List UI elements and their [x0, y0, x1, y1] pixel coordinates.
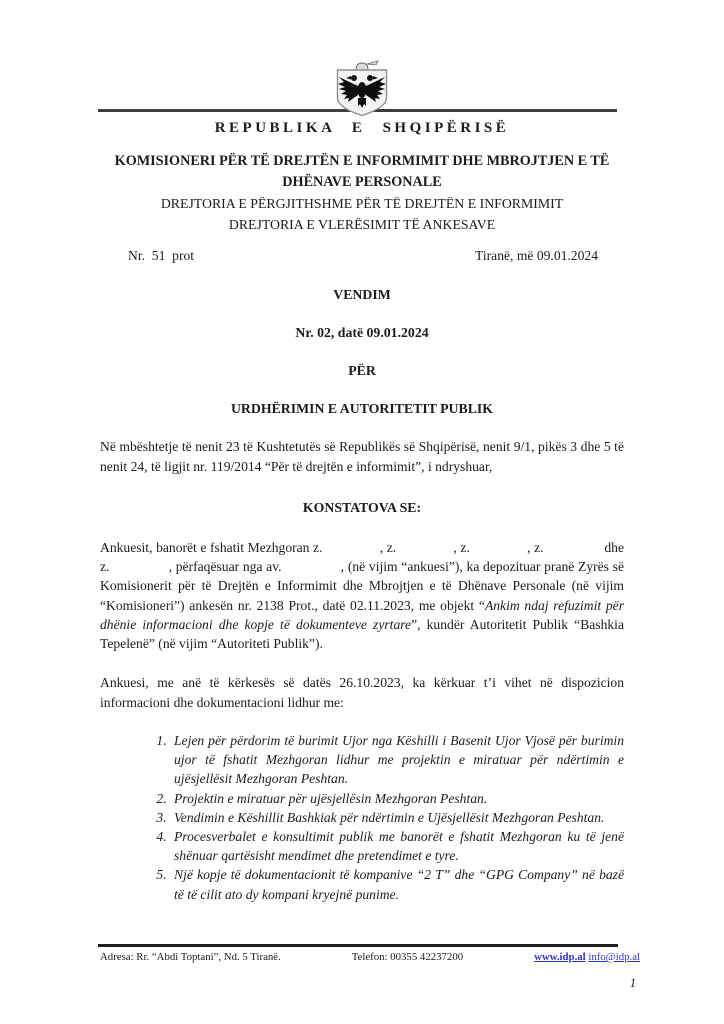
for-label: PËR [348, 363, 376, 378]
list-item: 3. Vendimin e Këshillit Bashkiak për ndërtimin e Ujësjellësit Mezhgoran Peshtan. [170, 808, 624, 827]
institution-line-1: KOMISIONERI PËR TË DREJTËN E INFORMIMIT DHE MBROJTJEN E TË [114, 153, 610, 169]
list-item: 5. Një kopje të dokumentacionit të kompanive “2 T” dhe “GPG Company” në bazë të të cilit ato dy kompani kryejnë punime. [170, 865, 624, 903]
konstatova-heading: KONSTATOVA SE: [302, 500, 422, 515]
decision-number-date: Nr. 02, datë 09.01.2024 [295, 325, 429, 340]
list-item: 4. Procesverbalet e konsultimit publik me banorët e fshatit Mezhgoran ku të jenë shënuar qartësisht mendimet dhe pretendimet e tyre. [170, 827, 624, 865]
institution-title [100, 151, 624, 193]
directorate-complaints: DREJTORIA E VLERËSIMIT TË ANKESAVE [228, 217, 496, 232]
requested-documents-list [100, 731, 624, 904]
complaint-text-start: Ankuesit, banorët e fshatit Mezhgoran z. , z. , z. , z. dhe z. , përfaqësuar nga av. , (në vijim “ankuesi”), ka depozituar pranë Zyrës së Komisionerit për të Drejtën e Informimit dhe Mbrojtjen e të Dhënave Personale (në vijim “Komisioneri”) ankesën nr. 2138 Prot., datë 02.11.2023, me objekt “ [100, 540, 624, 613]
request-paragraph: Ankuesi, me anë të kërkesës së datës 26.10.2023, ka kërkuar t’i vihet në dispozicion informacioni dhe dokumentacioni lidhur me: [100, 675, 624, 710]
decision-subject: URDHËRIMIN E AUTORITETIT PUBLIK [230, 401, 494, 416]
albania-eagle-emblem-svg [335, 60, 389, 118]
email-link[interactable]: info@idp.al [588, 951, 640, 963]
page-number: 1 [629, 976, 636, 990]
list-item: 1. Lejen për përdorim të burimit Ujor nga Këshilli i Basenit Ujor Vjosë për burimin ujor të fshatit Mezhgoran lidhur me projektin e miratuar për ndërtimin e ujësjellësit Mezhgoran Peshtan. [170, 731, 624, 789]
republic-title: REPUBLIKA E SHQIPËRISË [214, 120, 510, 136]
footer-links [534, 951, 640, 963]
footer-rule [98, 944, 618, 947]
albania-eagle-emblem-icon [335, 60, 389, 118]
website-link[interactable]: www.idp.al [534, 951, 586, 963]
list-item: 2. Projektin e miratuar për ujësjellësin Mezhgoran Peshtan. [170, 789, 624, 808]
decision-title: VENDIM [333, 287, 391, 302]
protocol-number: Nr. 51 prot [128, 248, 195, 263]
legal-basis-paragraph: Në mbështetje të nenit 23 të Kushtetutës së Republikës së Shqipërisë, nenit 9/1, pikës 3 dhe 5 të nenit 24, të ligjit nr. 119/2014 “Për të drejtën e informimit”, i ndryshuar, [100, 439, 624, 474]
place-date: Tiranë, më 09.01.2024 [475, 248, 598, 263]
footer [100, 951, 640, 963]
complaint-text-end: ”, kundër Autoritetit Publik “Bashkia Tepelenë” (në vijim “Autoriteti Publik”). [100, 616, 624, 652]
complaint-object-italic: Ankim ndaj refuzimit për dhënie informacioni dhe kopje të dokumenteve zyrtare [100, 597, 624, 632]
complaint-paragraph [100, 538, 624, 653]
meta-row [100, 248, 624, 264]
footer-phone: Telefon: 00355 42237200 [351, 951, 464, 963]
institution-line-2: DHËNAVE PERSONALE [282, 174, 442, 190]
footer-address: Adresa: Rr. “Abdi Toptani”, Nd. 5 Tiranë. [100, 951, 281, 963]
directorate-general: DREJTORIA E PËRGJITHSHME PËR TË DREJTËN E INFORMIMIT [160, 196, 564, 211]
